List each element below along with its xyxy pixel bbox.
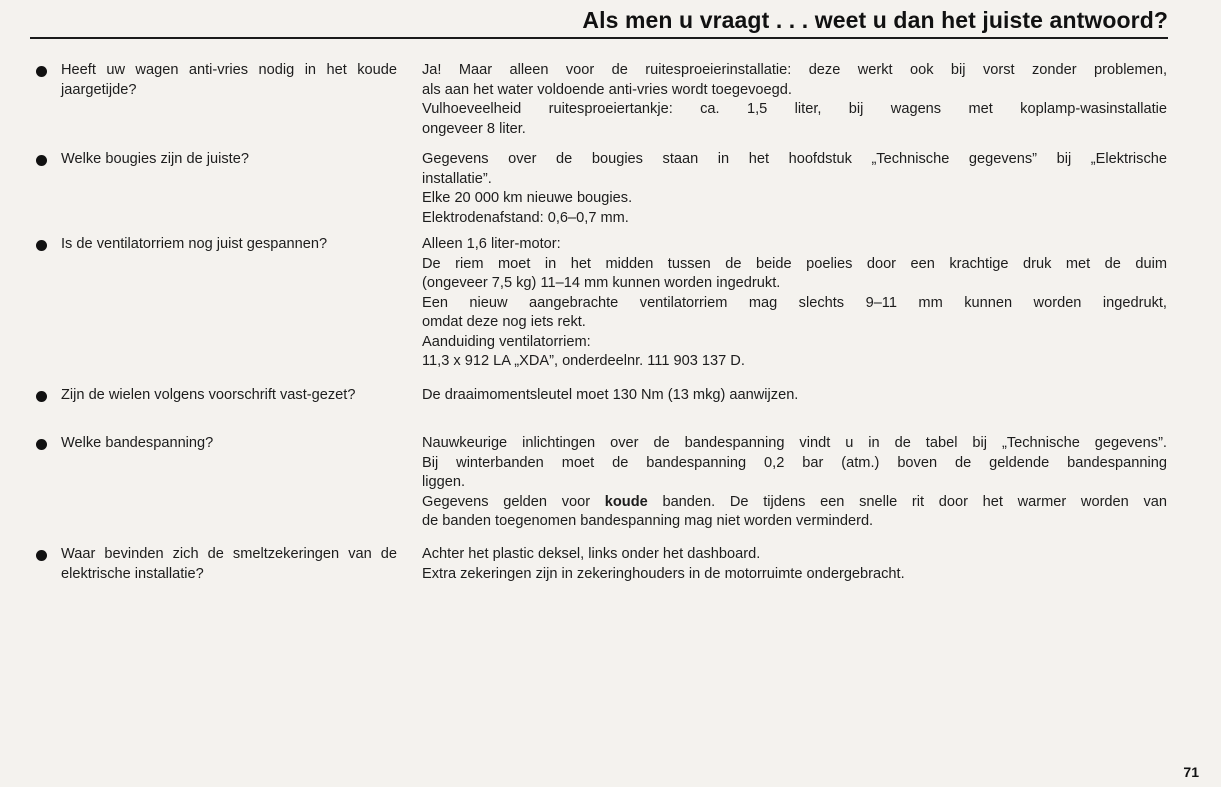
answer-spark-plugs (422, 150, 1167, 228)
answer-text: Gegevens gelden voor (422, 493, 591, 510)
answer-line: Extra zekeringen zijn in zekeringhouders in de motorruimte ondergebracht. (422, 565, 905, 582)
bullet-icon (36, 391, 47, 402)
question-spark-plugs: Welke bougies zijn de juiste? (61, 151, 249, 167)
answer-line: Achter het plastic deksel, links onder het dashboard. (422, 546, 761, 562)
answer-line: 11,3 x 912 LA „XDA”, onderdeelnr. 111 903 137 D. (422, 353, 745, 369)
question-fan-belt: Is de ventilatorriem nog juist gespannen? (61, 236, 328, 252)
answer-line: Elke 20 000 km nieuwe bougies. (422, 190, 633, 206)
bullet-icon (36, 66, 47, 77)
answer-tyre-pressure (422, 434, 1167, 532)
answer-line: De riem moet in het midden tussen de beide poelies door een krachtige druk met de duim (422, 255, 1167, 272)
answer-line: installatie”. (422, 170, 492, 187)
answer-line: Bij winterbanden moet de bandespanning 0,2 bar (atm.) boven de geldende bandespanning (422, 454, 1167, 471)
answer-fan-belt (422, 235, 1167, 372)
answer-line: Vulhoeveelheid ruitesproeiertankje: ca. 1,5 liter, bij wagens met koplamp-wasinstallatie (422, 101, 1167, 117)
answer-text: banden. De tijdens een snelle rit door het warmer worden van (662, 493, 1167, 510)
answer-fuses (422, 545, 1167, 584)
answer-line-emphasis (422, 493, 1167, 513)
title-rule (30, 37, 1168, 39)
answer-line: als aan het water voldoende anti-vries wordt toegevoegd. (422, 81, 792, 98)
question-tyre-pressure: Welke bandespanning? (61, 435, 214, 451)
answer-antifreeze (422, 61, 1167, 139)
answer-line: Alleen 1,6 liter-motor: (422, 236, 561, 252)
answer-line: Gegevens over de bougies staan in het hoofdstuk „Technische gegevens” bij „Elektrische (422, 151, 1167, 167)
answer-line: Nauwkeurige inlichtingen over de bandespanning vindt u in de tabel bij „Technische gegevens”. (422, 435, 1167, 451)
question-fuses: Waar bevinden zich de smeltzekeringen van de elektrische installatie? (61, 546, 397, 582)
answer-line: ongeveer 8 liter. (422, 120, 526, 137)
answer-line: Aanduiding ventilatorriem: (422, 333, 591, 350)
page-title: Als men u vraagt . . . weet u dan het juiste antwoord? (582, 7, 1168, 33)
answer-line: de banden toegenomen bandespanning mag niet worden verminderd. (422, 513, 874, 529)
emphasis-word: koude (604, 493, 648, 510)
answer-line: Een nieuw aangebrachte ventilatorriem mag slechts 9–11 mm kunnen worden ingedrukt, (422, 294, 1167, 311)
answer-line: De draaimomentsleutel moet 130 Nm (13 mkg) aanwijzen. (422, 387, 799, 403)
answer-line: (ongeveer 7,5 kg) 11–14 mm kunnen worden ingedrukt. (422, 275, 781, 291)
question-antifreeze: Heeft uw wagen anti-vries nodig in het koude jaargetijde? (61, 62, 397, 98)
page-number: 71 (1183, 764, 1199, 780)
bullet-icon (36, 240, 47, 251)
answer-wheels (422, 386, 1167, 406)
answer-line: omdat deze nog iets rekt. (422, 314, 586, 330)
question-wheels: Zijn de wielen volgens voorschrift vast-gezet? (61, 387, 356, 403)
bullet-icon (36, 155, 47, 166)
answer-line: liggen. (422, 474, 466, 490)
bullet-icon (36, 550, 47, 561)
answer-line: Ja! Maar alleen voor de ruitesproeierinstallatie: deze werkt ook bij vorst zonder problemen, (422, 62, 1167, 78)
bullet-icon (36, 439, 47, 450)
answer-line: Elektrodenafstand: 0,6–0,7 mm. (422, 209, 629, 226)
